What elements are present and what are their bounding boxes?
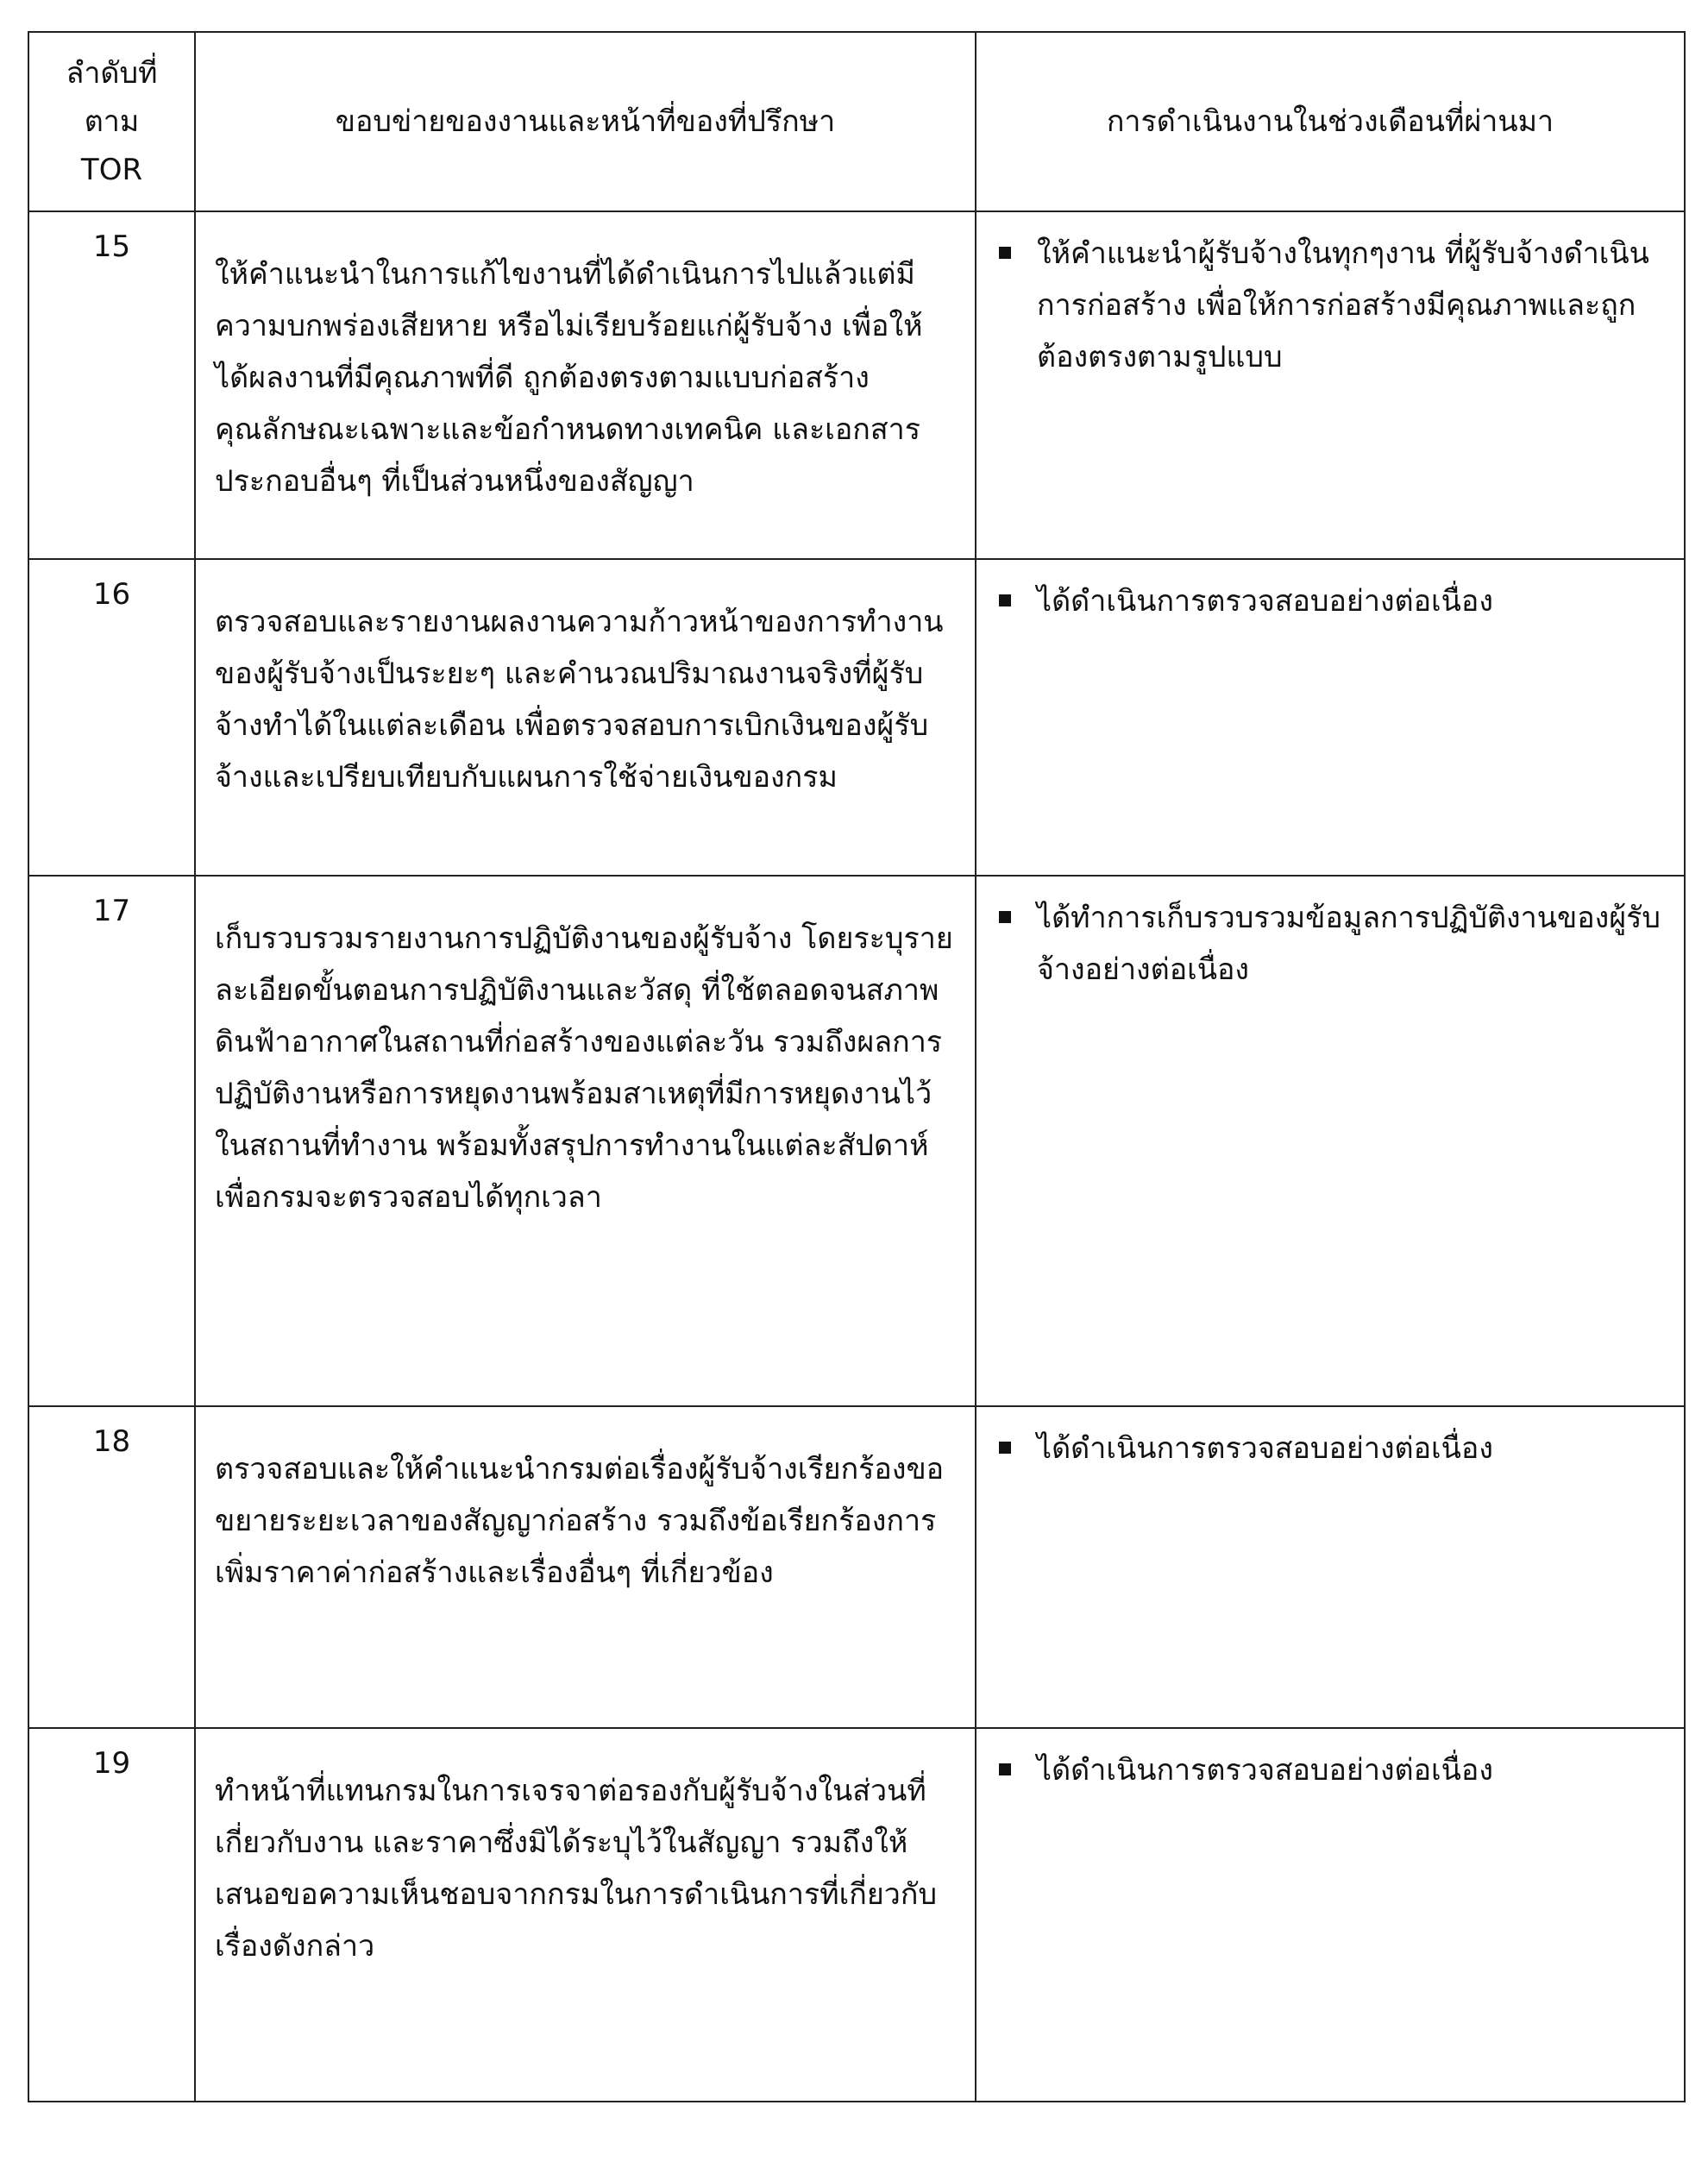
table-row [28, 1728, 1685, 2102]
table-row [28, 211, 1685, 559]
table-row [28, 876, 1685, 1406]
scope-text: เก็บรวบรวมรายงานการปฏิบัติงานของผู้รับจ้าง โดยระบุรายละเอียดขั้นตอนการปฏิบัติงานและวัสดุ ที่ใช้ตลอดจนสภาพดินฟ้าอากาศในสถานที่ก่อสร้างของแต่ละวัน รวมถึงผลการปฏิบัติงานหรือการหยุดงานพร้อมสาเหตุที่มีการหยุดงานไว้ในสถานที่ทำงาน พร้อมทั้งสรุปการทำงานในแต่ละสัปดาห์เพื่อกรมจะตรวจสอบได้ทุกเวลา [195, 876, 976, 1406]
header-no-text: ลำดับที่ ตาม TOR [66, 56, 158, 187]
header-scope: ขอบข่ายของงานและหน้าที่ของที่ปรึกษา [195, 32, 976, 211]
progress-text: ได้ดำเนินการตรวจสอบอย่างต่อเนื่อง [1037, 1431, 1493, 1466]
row-number: 17 [28, 876, 195, 1406]
progress-text: ให้คำแนะนำผู้รับจ้างในทุกๆงาน ที่ผู้รับจ้างดำเนินการก่อสร้าง เพื่อให้การก่อสร้างมีคุณภาพและถูกต้องตรงตามรูปแบบ [1037, 236, 1649, 374]
header-progress: การดำเนินงานในช่วงเดือนที่ผ่านมา [976, 32, 1685, 211]
progress-cell [976, 211, 1685, 559]
table-row [28, 559, 1685, 876]
row-number: 15 [28, 211, 195, 559]
progress-text: ได้ดำเนินการตรวจสอบอย่างต่อเนื่อง [1037, 1753, 1493, 1788]
row-number: 16 [28, 559, 195, 876]
square-bullet-icon [999, 1442, 1011, 1454]
scope-text: ตรวจสอบและรายงานผลงานความก้าวหน้าของการทำงานของผู้รับจ้างเป็นระยะๆ และคำนวณปริมาณงานจริงที่ผู้รับจ้างทำได้ในแต่ละเดือน เพื่อตรวจสอบการเบิกเงินของผู้รับจ้างและเปรียบเทียบกับแผนการใช้จ่ายเงินของกรม [195, 559, 976, 876]
progress-cell [976, 876, 1685, 1406]
header-row [28, 32, 1685, 211]
tor-progress-table [28, 31, 1686, 2102]
square-bullet-icon [999, 594, 1011, 606]
scope-text: ตรวจสอบและให้คำแนะนำกรมต่อเรื่องผู้รับจ้างเรียกร้องขอขยายระยะเวลาของสัญญาก่อสร้าง รวมถึงข้อเรียกร้องการเพิ่มราคาค่าก่อสร้างและเรื่องอื่นๆ ที่เกี่ยวข้อง [195, 1406, 976, 1728]
header-no [28, 32, 195, 211]
progress-cell [976, 559, 1685, 876]
scope-text: ให้คำแนะนำในการแก้ไขงานที่ได้ดำเนินการไปแล้วแต่มีความบกพร่องเสียหาย หรือไม่เรียบร้อยแก่ผู้รับจ้าง เพื่อให้ได้ผลงานที่มีคุณภาพที่ดี ถูกต้องตรงตามแบบก่อสร้างคุณลักษณะเฉพาะและข้อกำหนดทางเทคนิค และเอกสารประกอบอื่นๆ ที่เป็นส่วนหนึ่งของสัญญา [195, 211, 976, 559]
square-bullet-icon [999, 247, 1011, 259]
scope-text: ทำหน้าที่แทนกรมในการเจรจาต่อรองกับผู้รับจ้างในส่วนที่เกี่ยวกับงาน และราคาซึ่งมิได้ระบุไว้ในสัญญา รวมถึงให้เสนอขอความเห็นชอบจากกรมในการดำเนินการที่เกี่ยวกับเรื่องดังกล่าว [195, 1728, 976, 2102]
progress-cell [976, 1406, 1685, 1728]
row-number: 18 [28, 1406, 195, 1728]
square-bullet-icon [999, 911, 1011, 923]
row-number: 19 [28, 1728, 195, 2102]
table-row [28, 1406, 1685, 1728]
progress-text: ได้ทำการเก็บรวบรวมข้อมูลการปฏิบัติงานของผู้รับจ้างอย่างต่อเนื่อง [1037, 901, 1661, 987]
square-bullet-icon [999, 1763, 1011, 1775]
document-page [28, 31, 1684, 2102]
progress-text: ได้ดำเนินการตรวจสอบอย่างต่อเนื่อง [1037, 584, 1493, 619]
progress-cell [976, 1728, 1685, 2102]
